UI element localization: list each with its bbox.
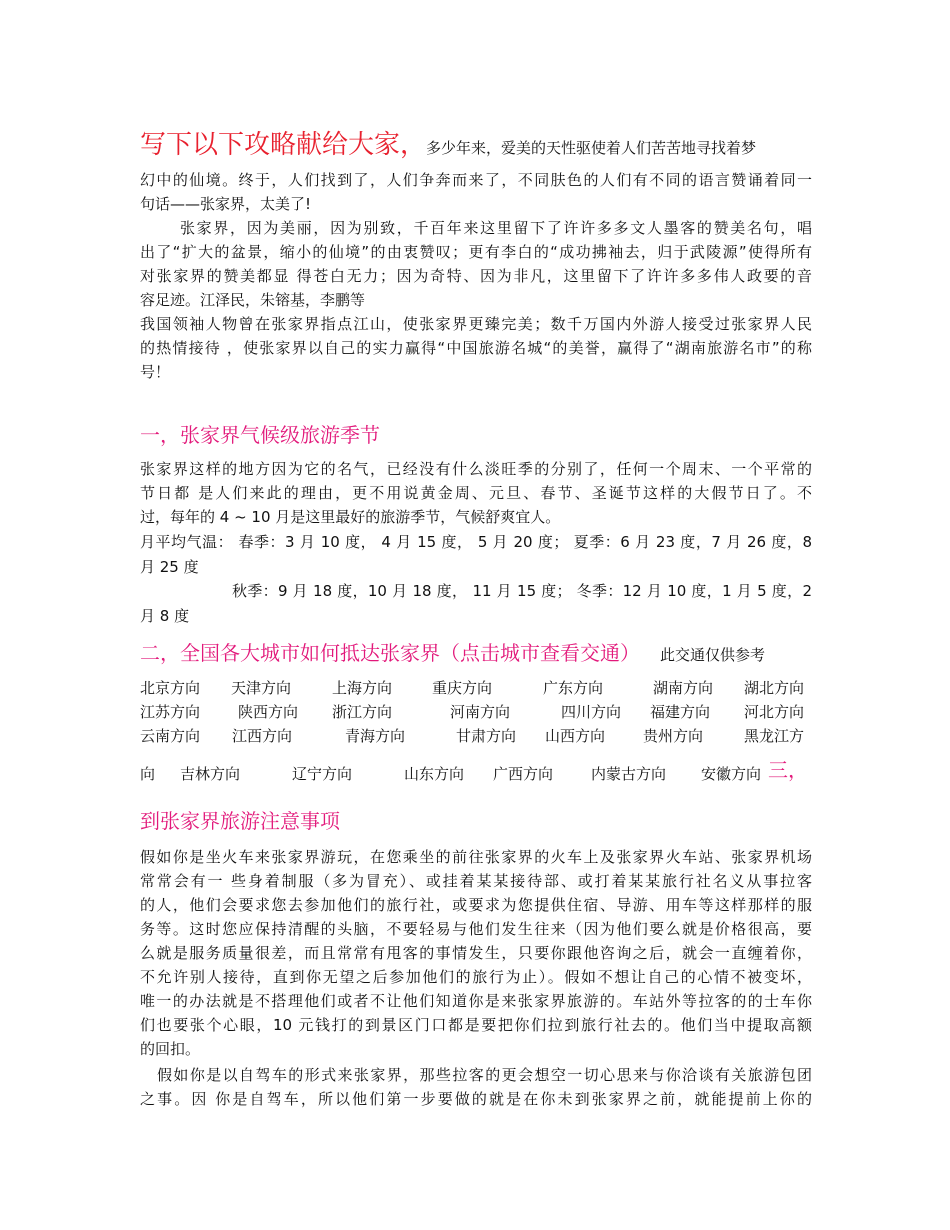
section3-line-5: 么就是服务质量很差，而且常常有甩客的事情发生，只要你跟他咨询之后，就会一直缠着你，	[140, 944, 812, 962]
city-link[interactable]: 河南方向	[450, 703, 511, 721]
section1-line-5: 月 25 度	[140, 558, 199, 576]
city-link[interactable]: 陕西方向	[238, 703, 299, 721]
intro-line-3: 句话——张家界，太美了!	[140, 195, 312, 213]
city-link[interactable]: 山西方向	[545, 727, 606, 745]
intro-line-6: 对张家界的赞美都显 得苍白无力；因为奇特、因为非凡，这里留下了许许多多伟人政要的音	[140, 267, 812, 285]
section3-title: 到张家界旅游注意事项	[140, 809, 340, 833]
section1-line-6: 秋季：9 月 18 度，10 月 18 度， 11 月 15 度； 冬季：12 月 10 度，1 月 5 度，2	[232, 582, 812, 600]
city-link[interactable]: 广西方向	[493, 765, 554, 783]
section1-line-1: 张家界这样的地方因为它的名气，已经没有什么淡旺季的分别了，任何一个周末、一个平常的	[140, 460, 812, 478]
intro-line-1	[140, 127, 812, 163]
section3-line-4: 务等。这时您应保持清醒的头脑，不要轻易与他们发生往来（因为他们要么就是价格很高，要	[140, 920, 812, 938]
section1-line-7: 月 8 度	[140, 607, 190, 625]
city-link[interactable]: 山东方向	[404, 765, 465, 783]
intro-text: 多少年来，爱美的天性驱使着人们苦苦地寻找着梦	[426, 139, 757, 157]
city-link[interactable]: 浙江方向	[332, 703, 393, 721]
city-link[interactable]: 四川方向	[561, 703, 622, 721]
city-row-3	[140, 724, 812, 748]
intro-line-5: 出了“扩大的盆景，缩小的仙境”的由衷赞叹；更有李白的“成功拂袖去，归于武陵源”使得所有	[140, 243, 812, 261]
section1-line-4: 月平均气温： 春季：3 月 10 度， 4 月 15 度， 5 月 20 度； 夏季：6 月 23 度，7 月 26 度，8	[140, 533, 812, 551]
section3-line-6: 不允许别人接待，直到你无望之后参加他们的旅行为止）。假如不想让自己的心情不被变坏，	[140, 968, 812, 986]
city-link[interactable]: 安徽方向	[701, 765, 762, 783]
city-row-2	[140, 700, 812, 724]
city-link[interactable]: 辽宁方向	[292, 765, 353, 783]
section2-note: 此交通仅供参考	[660, 646, 766, 664]
section1-title: 一，张家界气候级旅游季节	[140, 423, 380, 447]
intro-line-10: 号！	[140, 363, 171, 381]
city-link[interactable]: 上海方向	[332, 679, 393, 697]
section1-line-3: 过，每年的 4 ~ 10 月是这里最好的旅游季节，气候舒爽宜人。	[140, 508, 561, 526]
section2-title: 二，全国各大城市如何抵达张家界（点击城市查看交通）	[140, 641, 640, 665]
intro-lead-title: 写下以下攻略献给大家，	[140, 130, 427, 160]
section3-line-10: 假如你是以自驾车的形式来张家界，那些拉客的更会想空一切心思来与你洽谈有关旅游包团	[157, 1066, 812, 1084]
city-link[interactable]: 内蒙古方向	[591, 765, 667, 783]
city-link[interactable]: 甘肃方向	[456, 727, 517, 745]
city-row-1	[140, 676, 812, 700]
section3-line-2: 常常会有一 些身着制服（多为冒充）、或挂着某某接待部、或打着某某旅行社名义从事拉客	[140, 872, 812, 890]
section3-line-3: 的人，他们会要求您去参加他们的旅行社，或要求为您提供住宿、导游、用车等这样那样的服	[140, 896, 812, 914]
section1-line-2: 节日都 是人们来此的理由，更不用说黄金周、元旦、春节、圣诞节这样的大假节日了。不	[140, 484, 812, 502]
city-link[interactable]: 江西方向	[232, 727, 293, 745]
intro-line-8: 我国领袖人物曾在张家界指点江山，使张家界更臻完美；数千万国内外游人接受过张家界人民	[140, 315, 812, 333]
city-link[interactable]: 重庆方向	[432, 679, 493, 697]
city-link[interactable]: 吉林方向	[180, 765, 241, 783]
city-link[interactable]: 天津方向	[231, 679, 292, 697]
intro-line-9: 的热情接待 ，使张家界以自己的实力赢得“中国旅游名城“的美誉，赢得了“湖南旅游名市”的称	[140, 339, 812, 357]
section3-line-1: 假如你是坐火车来张家界游玩，在您乘坐的前往张家界的火车上及张家界火车站、张家界机场	[140, 848, 812, 866]
city-link[interactable]: 河北方向	[744, 703, 805, 721]
city-link[interactable]: 湖南方向	[653, 679, 714, 697]
intro-line-4: 张家界，因为美丽，因为别致，千百年来这里留下了许许多多文人墨客的赞美名句，唱	[180, 219, 812, 237]
city-link[interactable]: 福建方向	[650, 703, 711, 721]
city-link[interactable]: 贵州方向	[643, 727, 704, 745]
section3-line-8: 们也要张个心眼，10 元钱打的到景区门口都是要把你们拉到旅行社去的。他们当中提取高额	[140, 1016, 812, 1034]
section3-number: 三，	[768, 758, 808, 782]
city-link[interactable]: 湖北方向	[744, 679, 805, 697]
city-link[interactable]: 向	[140, 765, 156, 783]
city-link[interactable]: 黑龙江方	[744, 727, 805, 745]
section3-line-7: 唯一的办法就是不搭理他们或者不让他们知道你是来张家界旅游的。车站外等拉客的的士车你	[140, 992, 812, 1010]
section2-title-row	[140, 638, 765, 670]
intro-line-7: 容足迹。江泽民，朱镕基，李鹏等	[140, 291, 366, 309]
city-link[interactable]: 云南方向	[140, 727, 201, 745]
city-link[interactable]: 广东方向	[543, 679, 604, 697]
city-row-4	[140, 758, 812, 786]
city-link[interactable]: 青海方向	[345, 727, 406, 745]
section3-line-9: 的回扣。	[140, 1040, 201, 1058]
city-link[interactable]: 北京方向	[140, 679, 201, 697]
intro-line-2: 幻中的仙境。终于，人们找到了，人们争奔而来了，不同肤色的人们有不同的语言赞诵着同一	[140, 171, 812, 189]
city-link[interactable]: 江苏方向	[140, 703, 201, 721]
section3-line-11: 之事。因 你是自驾车，所以他们第一步要做的就是在你未到张家界之前，就能提前上你的	[140, 1090, 812, 1108]
